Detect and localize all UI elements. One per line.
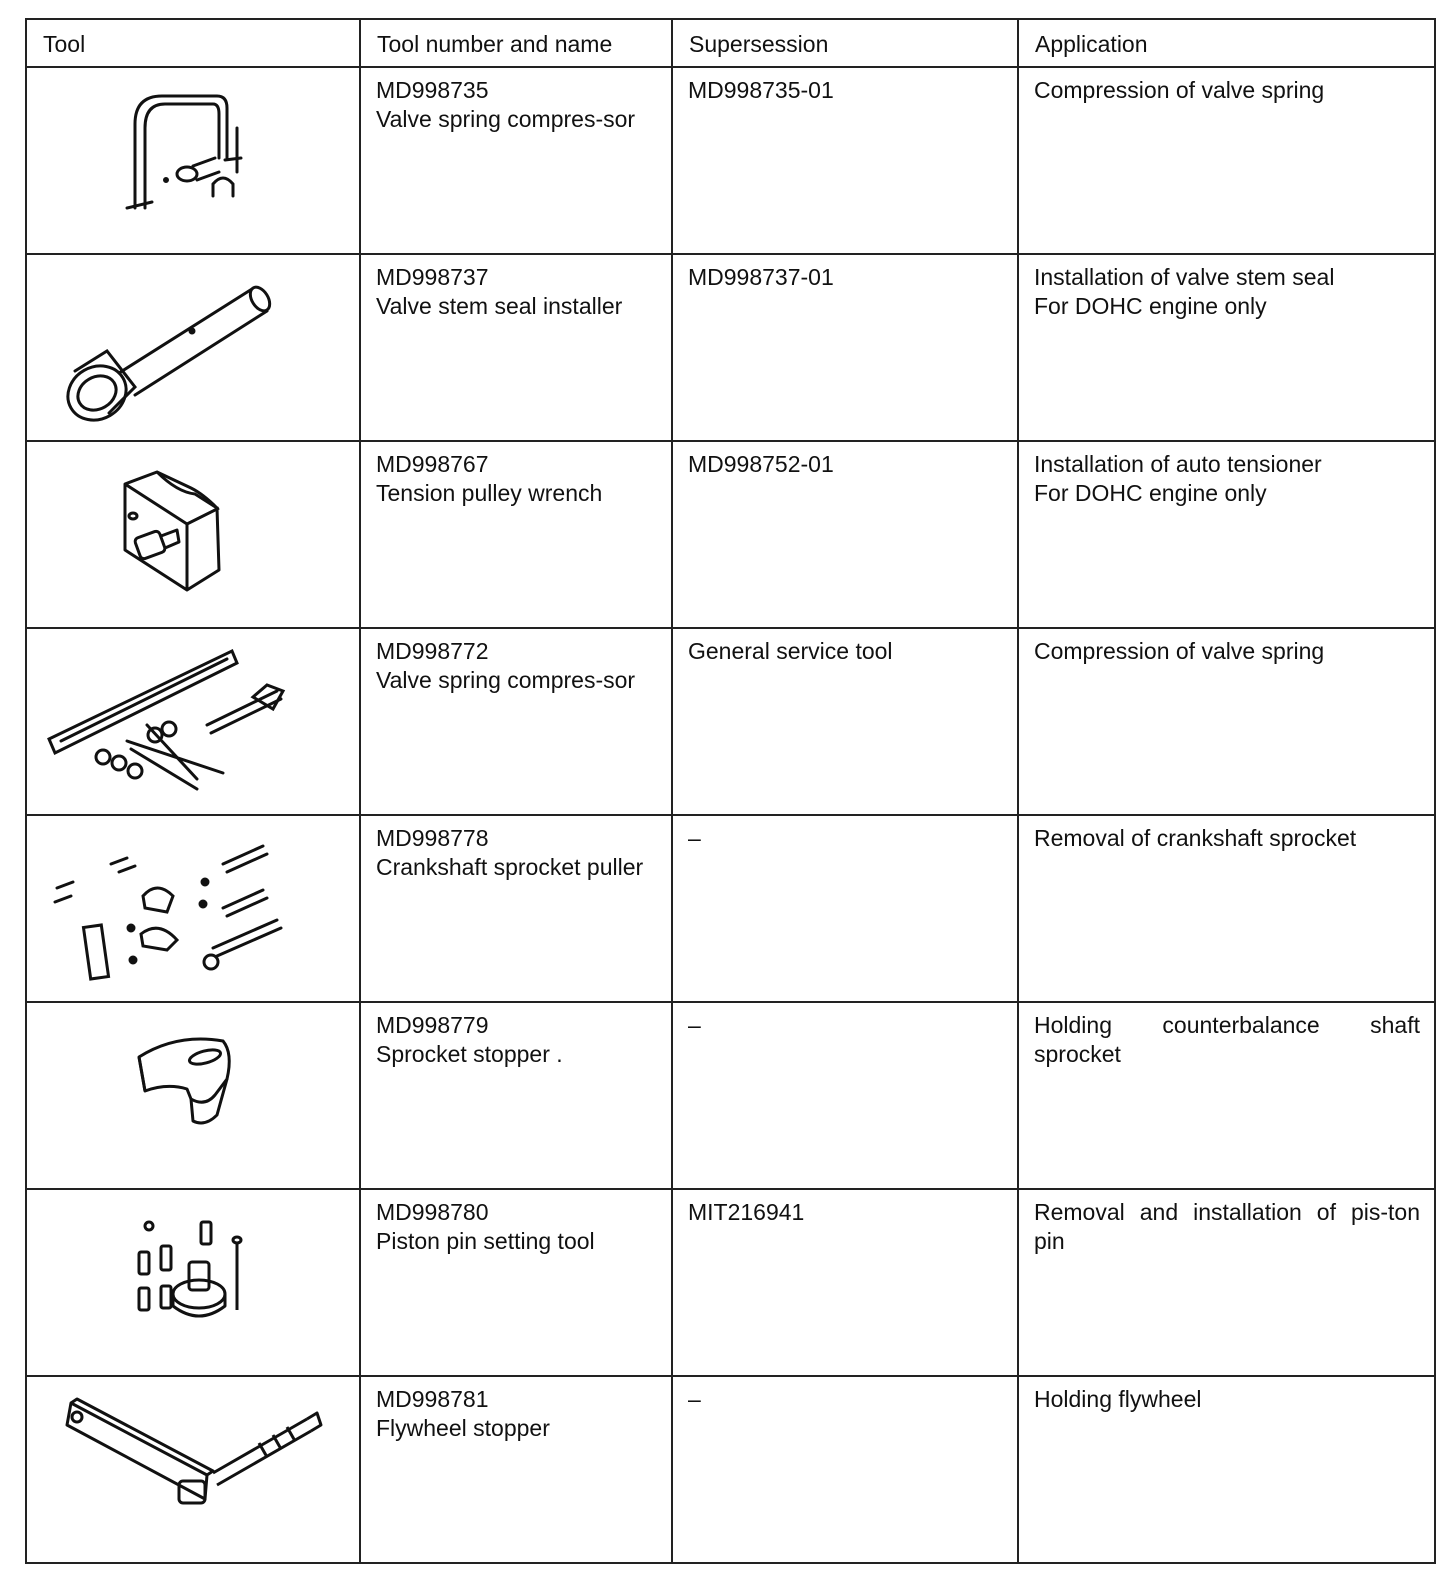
tool-number-name bbox=[360, 441, 672, 628]
tool-number: MD998781 bbox=[376, 1386, 489, 1412]
header-tool: Tool bbox=[26, 19, 360, 67]
application-line: Removal of crankshaft sprocket bbox=[1034, 825, 1357, 851]
table-row bbox=[26, 1002, 1435, 1189]
piston-pin-setting-tool-icon bbox=[26, 1189, 360, 1376]
supersession: MD998752-01 bbox=[672, 441, 1018, 628]
table-row bbox=[26, 254, 1435, 441]
application-line: Compression of valve spring bbox=[1034, 77, 1325, 103]
application bbox=[1018, 1376, 1435, 1563]
tool-name: Piston pin setting tool bbox=[376, 1228, 595, 1254]
application bbox=[1018, 441, 1435, 628]
tool-name: Valve spring compres-sor bbox=[376, 667, 636, 693]
tool-number: MD998778 bbox=[376, 825, 489, 851]
tool-number-name bbox=[360, 254, 672, 441]
application-line: Holding counterbalance shaft sprocket bbox=[1034, 1012, 1420, 1067]
application-line: For DOHC engine only bbox=[1034, 480, 1267, 506]
tool-number: MD998735 bbox=[376, 77, 489, 103]
supersession: – bbox=[672, 815, 1018, 1002]
special-tools-table bbox=[25, 18, 1436, 1564]
tool-name: Crankshaft sprocket puller bbox=[376, 854, 644, 880]
tool-number-name bbox=[360, 67, 672, 254]
application bbox=[1018, 67, 1435, 254]
table-row bbox=[26, 628, 1435, 815]
application bbox=[1018, 815, 1435, 1002]
tool-number-name bbox=[360, 1002, 672, 1189]
supersession: MD998737-01 bbox=[672, 254, 1018, 441]
table-row bbox=[26, 67, 1435, 254]
application-line: For DOHC engine only bbox=[1034, 293, 1267, 319]
supersession: MIT216941 bbox=[672, 1189, 1018, 1376]
table-row bbox=[26, 1189, 1435, 1376]
sprocket-stopper-icon bbox=[26, 1002, 360, 1189]
crankshaft-sprocket-puller-icon bbox=[26, 815, 360, 1002]
supersession: – bbox=[672, 1376, 1018, 1563]
flywheel-stopper-icon bbox=[26, 1376, 360, 1563]
application bbox=[1018, 1002, 1435, 1189]
tool-name: Tension pulley wrench bbox=[376, 480, 603, 506]
header-tool-number-name: Tool number and name bbox=[360, 19, 672, 67]
application-line: Installation of valve stem seal bbox=[1034, 264, 1335, 290]
tool-name: Flywheel stopper bbox=[376, 1415, 550, 1441]
tool-number: MD998772 bbox=[376, 638, 489, 664]
tool-number-name bbox=[360, 815, 672, 1002]
table-header-row bbox=[26, 19, 1435, 67]
valve-spring-compressor-icon bbox=[26, 67, 360, 254]
supersession: MD998735-01 bbox=[672, 67, 1018, 254]
table-row bbox=[26, 441, 1435, 628]
tool-number: MD998737 bbox=[376, 264, 489, 290]
tool-number-name bbox=[360, 628, 672, 815]
header-application: Application bbox=[1018, 19, 1435, 67]
tool-number: MD998779 bbox=[376, 1012, 489, 1038]
valve-spring-compressor-kit-icon bbox=[26, 628, 360, 815]
table-row bbox=[26, 815, 1435, 1002]
application bbox=[1018, 628, 1435, 815]
tool-number: MD998767 bbox=[376, 451, 489, 477]
table-row bbox=[26, 1376, 1435, 1563]
application bbox=[1018, 254, 1435, 441]
valve-stem-seal-installer-icon bbox=[26, 254, 360, 441]
tension-pulley-wrench-icon bbox=[26, 441, 360, 628]
application-line: Installation of auto tensioner bbox=[1034, 451, 1322, 477]
tool-number: MD998780 bbox=[376, 1199, 489, 1225]
application bbox=[1018, 1189, 1435, 1376]
tool-name: Sprocket stopper . bbox=[376, 1041, 563, 1067]
tool-number-name bbox=[360, 1376, 672, 1563]
application-line: Compression of valve spring bbox=[1034, 638, 1325, 664]
application-line: Removal and installation of pis-ton pin bbox=[1034, 1199, 1420, 1254]
application-line: Holding flywheel bbox=[1034, 1386, 1202, 1412]
supersession: – bbox=[672, 1002, 1018, 1189]
tool-name: Valve spring compres-sor bbox=[376, 106, 636, 132]
tool-number-name bbox=[360, 1189, 672, 1376]
tool-name: Valve stem seal installer bbox=[376, 293, 623, 319]
header-supersession: Supersession bbox=[672, 19, 1018, 67]
supersession: General service tool bbox=[672, 628, 1018, 815]
